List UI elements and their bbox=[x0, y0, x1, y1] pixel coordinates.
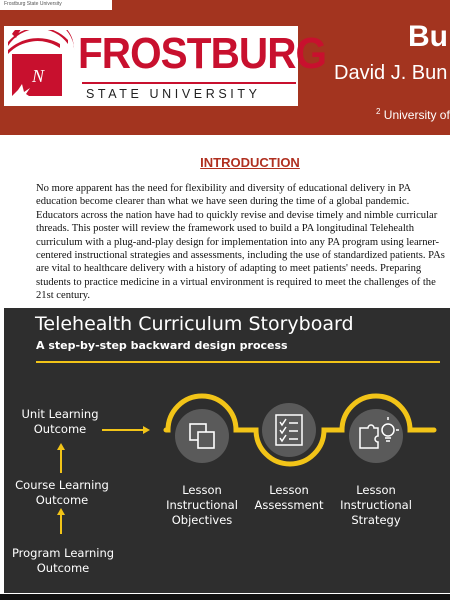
svg-text:N: N bbox=[32, 66, 45, 86]
course-learning-outcome bbox=[6, 478, 118, 508]
program-learning-outcome bbox=[4, 546, 122, 576]
poster-authors: David J. Bun bbox=[334, 62, 448, 84]
lesson-circle bbox=[262, 403, 316, 457]
outcome-line: Course Learning bbox=[15, 478, 109, 492]
affiliation-text: University of bbox=[380, 108, 450, 122]
lesson-line: Lesson bbox=[269, 483, 309, 497]
diagram-title: Telehealth Curriculum Storyboard bbox=[35, 313, 354, 335]
intro-line: curriculum with a plug-and-play design for implementation into any PA program using learner- bbox=[36, 236, 440, 248]
logo-divider bbox=[82, 82, 296, 84]
poster-title: Bu bbox=[408, 20, 448, 53]
lesson-assessment bbox=[241, 483, 337, 513]
university-logo bbox=[4, 26, 327, 106]
diagram-subtitle: A step-by-step backward design process bbox=[36, 339, 288, 352]
lesson-instructional-strategy bbox=[328, 483, 424, 528]
logo-subtitle: STATE UNIVERSITY bbox=[86, 87, 261, 101]
lesson-line: Objectives bbox=[171, 513, 233, 527]
unit-learning-outcome bbox=[10, 407, 110, 437]
top-strip-text: Frostburg State University bbox=[4, 1, 62, 7]
lesson-line: Assessment bbox=[254, 498, 324, 512]
logo-wordmark: FROSTBURG bbox=[78, 29, 327, 78]
lesson-instructional-objectives bbox=[154, 483, 250, 528]
outcome-line: Unit Learning bbox=[21, 407, 99, 421]
intro-line: students to practice medicine in a virtual environment is required to meet the challenges of the bbox=[36, 276, 436, 288]
intro-paragraph bbox=[36, 182, 450, 303]
lesson-line: Instructional bbox=[340, 498, 412, 512]
intro-line: centered instructional strategies and assessments, including the use of standardized patients. PAs bbox=[36, 250, 445, 262]
top-strip bbox=[0, 0, 112, 10]
lesson-line: Strategy bbox=[351, 513, 401, 527]
poster-affiliation bbox=[376, 107, 450, 122]
lesson-line: Lesson bbox=[182, 483, 222, 497]
affiliation-marker: 2 bbox=[376, 107, 381, 116]
lesson-line: Lesson bbox=[356, 483, 396, 497]
intro-line: threads. This poster will review the framework used to build a PA longitudinal Telehealth bbox=[36, 223, 415, 235]
poster-banner bbox=[0, 0, 450, 135]
outcome-line: Outcome bbox=[33, 422, 87, 436]
outcome-line: Outcome bbox=[36, 561, 90, 575]
shooting-star-icon bbox=[8, 30, 78, 102]
intro-line: 21st century. bbox=[36, 290, 91, 302]
lesson-line: Instructional bbox=[166, 498, 238, 512]
bottom-panel-edge bbox=[0, 594, 450, 600]
outcome-line: Outcome bbox=[35, 493, 89, 507]
intro-line: are vital to healthcare delivery with a history of adapting to meet patients' needs. Preparing bbox=[36, 263, 422, 275]
intro-line: No more apparent has the need for flexibility and diversity of educational delivery in PA bbox=[36, 183, 411, 194]
intro-line: Educators across the nation have had to quickly revise and devise timely and nimble curricular bbox=[36, 209, 438, 221]
intro-heading: INTRODUCTION bbox=[200, 155, 300, 170]
intro-line: education become clearer than what we have seen during the time of a global pandemic. bbox=[36, 196, 410, 208]
outcome-line: Program Learning bbox=[11, 546, 115, 560]
storyboard-diagram bbox=[4, 308, 450, 593]
